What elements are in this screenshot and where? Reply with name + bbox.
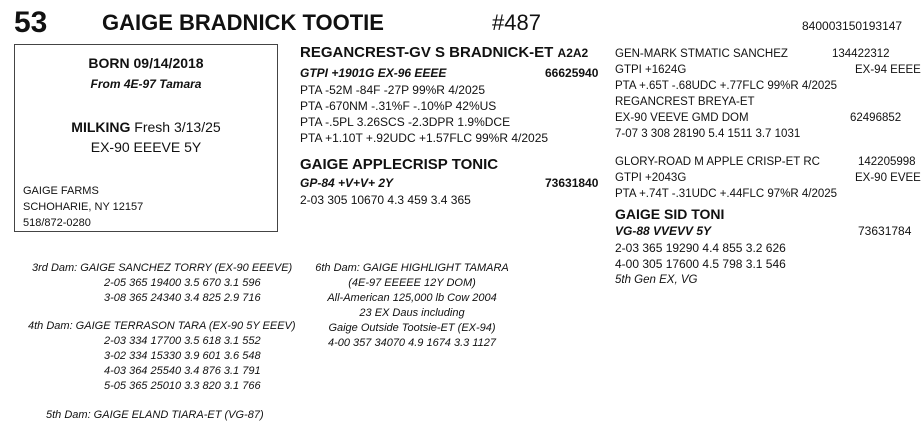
dam-sire-classification: EX-90 EVEE: [855, 172, 921, 184]
dam-record: 2-03 305 10670 4.3 459 3.4 365: [300, 193, 471, 207]
cow-classification: EX-90 EEEVE 5Y: [90, 139, 202, 155]
dam-sire-pta: PTA +.74T -.31UDC +.44FLC 97%R 4/2025: [615, 188, 838, 200]
milking-status: [15, 119, 277, 135]
sire-name: REGANCREST-GV S BRADNICK-ET A2A2: [300, 44, 589, 61]
animal-name: GAIGE BRADNICK TOOTIE: [102, 10, 384, 35]
fourth-dam-record-1: 2-03 334 17700 3.5 618 3.1 552: [104, 335, 261, 347]
dam-name: GAIGE APPLECRISP TONIC: [300, 156, 499, 173]
farm-address: SCHOHARIE, NY 12157: [23, 201, 144, 213]
sire-sire-pta: PTA +.65T -.68UDC +.77FLC 99%R 4/2025: [615, 80, 838, 92]
sire-sire-number: 134422312: [832, 48, 890, 60]
third-dam-record-1: 2-05 365 19400 3.5 670 3.1 596: [104, 277, 261, 289]
sixth-dam-line-3: 23 EX Daus including: [359, 307, 465, 319]
farm-phone: 518/872-0280: [23, 217, 91, 229]
sire-dam-name: REGANCREST BREYA-ET: [615, 96, 755, 108]
sixth-dam-line-1: (4E-97 EEEEE 12Y DOM): [348, 277, 476, 289]
third-dam: 3rd Dam: GAIGE SANCHEZ TORRY (EX-90 EEEVE): [32, 262, 293, 274]
sire-number: 66625940: [545, 66, 599, 80]
dam-dam-name: GAIGE SID TONI: [615, 206, 725, 222]
lot-number: 53: [14, 6, 48, 39]
sire-sire-classification: EX-94 EEEE: [855, 64, 921, 76]
sire-gtpi: GTPI +1901G EX-96 EEEE: [300, 66, 447, 80]
registration-id: 840003150193147: [802, 19, 903, 33]
third-dam-record-2: 3-08 365 24340 3.4 825 2.9 716: [104, 292, 261, 304]
sire-dam-classification: EX-90 VEEVE GMD DOM: [615, 112, 749, 124]
sixth-dam-line-2: All-American 125,000 lb Cow 2004: [327, 292, 497, 304]
dam-dam-number: 73631784: [858, 224, 912, 238]
sixth-dam: 6th Dam: GAIGE HIGHLIGHT TAMARA: [315, 262, 509, 274]
dam-dam-record-1: 2-03 365 19290 4.4 855 3.2 626: [615, 241, 786, 255]
sire-pta-3: PTA -.5PL 3.26SCS -2.3DPR 1.9%DCE: [300, 115, 511, 129]
sire-pta-4: PTA +1.10T +.92UDC +1.57FLC 99%R 4/2025: [300, 131, 549, 145]
sire-dam-record: 7-07 3 308 28190 5.4 1511 3.7 1031: [615, 128, 801, 140]
sale-number: #487: [492, 10, 541, 35]
sire-sire-name: GEN-MARK STMATIC SANCHEZ: [615, 48, 788, 60]
fourth-dam-record-2: 3-02 334 15330 3.9 601 3.6 548: [104, 350, 261, 362]
milking-label: MILKING: [71, 119, 131, 135]
birth-date: BORN 09/14/2018: [88, 55, 204, 71]
cow-info-box: [14, 44, 278, 232]
dam-sire-number: 142205998: [858, 156, 916, 168]
sire-sire-gtpi: GTPI +1624G: [615, 64, 687, 76]
sire-dam-number: 62496852: [850, 112, 902, 124]
from-dam: From 4E-97 Tamara: [90, 77, 202, 91]
dam-sire-name: GLORY-ROAD M APPLE CRISP-ET RC: [615, 156, 820, 168]
fourth-dam-record-4: 5-05 365 25010 3.3 820 3.1 766: [104, 380, 261, 392]
fifth-dam: 5th Dam: GAIGE ELAND TIARA-ET (VG-87): [46, 409, 264, 421]
milking-value: Fresh 3/13/25: [134, 119, 221, 135]
dam-sire-gtpi: GTPI +2043G: [615, 172, 687, 184]
sire-pta-1: PTA -52M -84F -27P 99%R 4/2025: [300, 83, 485, 97]
farm-name: GAIGE FARMS: [23, 185, 99, 197]
sire-pta-2: PTA -670NM -.31%F -.10%P 42%US: [300, 99, 497, 113]
fourth-dam-record-3: 4-03 364 25540 3.4 876 3.1 791: [104, 365, 261, 377]
sixth-dam-line-5: 4-00 357 34070 4.9 1674 3.3 1127: [327, 337, 496, 349]
dam-dam-record-2: 4-00 305 17600 4.5 798 3.1 546: [615, 257, 786, 271]
fourth-dam: 4th Dam: GAIGE TERRASON TARA (EX-90 5Y EEEV): [28, 320, 296, 332]
dam-dam-generations: 5th Gen EX, VG: [615, 274, 698, 286]
dam-classification: GP-84 +V+V+ 2Y: [300, 176, 394, 190]
dam-dam-classification: VG-88 VVEVV 5Y: [615, 224, 712, 238]
sixth-dam-line-4: Gaige Outside Tootsie-ET (EX-94): [328, 322, 496, 334]
dam-number: 73631840: [545, 176, 599, 190]
